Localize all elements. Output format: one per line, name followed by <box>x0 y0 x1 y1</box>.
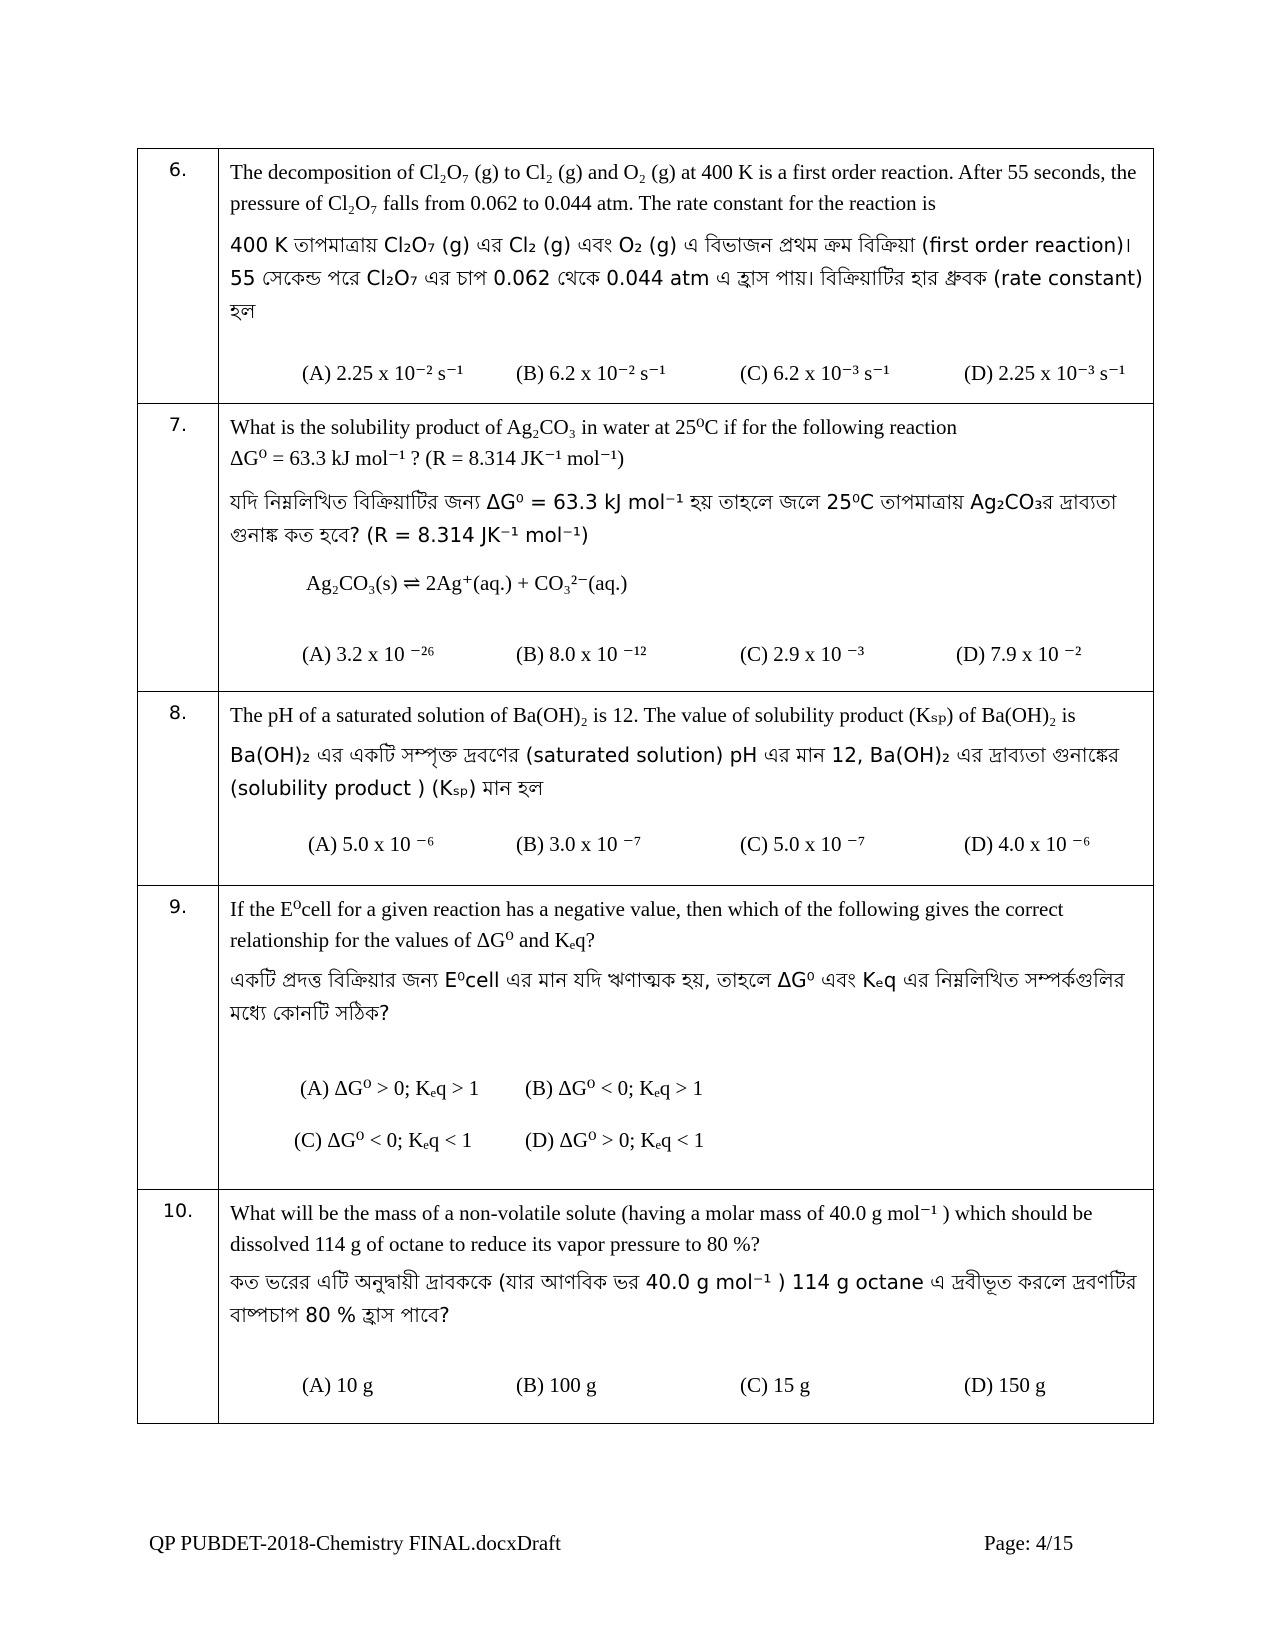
question-number: 10. <box>138 1190 219 1424</box>
question-text-bengali: Ba(OH)₂ এর একটি সম্পৃক্ত দ্রবণের (saturated solution) pH এর মান 12, Ba(OH)₂ এর দ্রাব্যতা গুনাঙ্কের (solubility product ) (Kₛₚ) মান হল <box>230 743 1120 800</box>
question-number: 9. <box>138 886 219 1190</box>
option-b: (B) 8.0 x 10 ⁻¹² <box>516 642 647 666</box>
option-b: (B) ΔG⁰ < 0; Kₑq > 1 <box>525 1076 704 1100</box>
question-body <box>219 886 1154 1190</box>
question-row <box>138 1190 1154 1424</box>
option-b: (B) 6.2 x 10⁻² s⁻¹ <box>516 361 666 385</box>
question-body <box>219 149 1154 404</box>
question-number: 8. <box>138 692 219 886</box>
questions-table <box>137 148 1154 1424</box>
question-text-english: If the E⁰cell for a given reaction has a negative value, then which of the following gives the correct relationship for the values of ΔG⁰ and Kₑq? <box>230 897 1064 952</box>
option-b: (B) 100 g <box>516 1373 597 1397</box>
option-a: (A) ΔG⁰ > 0; Kₑq > 1 <box>300 1076 480 1100</box>
options-row <box>230 829 1143 860</box>
question-row <box>138 404 1154 692</box>
option-d: (D) ΔG⁰ > 0; Kₑq < 1 <box>525 1128 705 1152</box>
question-text-bengali: 400 K তাপমাত্রায় Cl₂O₇ (g) এর Cl₂ (g) এবং O₂ (g) এ বিভাজন প্রথম ক্রম বিক্রিয়া (first order reaction)। 55 সেকেন্ড পরে Cl₂O₇ এর চাপ 0.062 থেকে 0.044 atm এ হ্রাস পায়। বিক্রিয়াটির হার ধ্রুবক (rate constant) হল <box>230 233 1143 323</box>
question-row <box>138 149 1154 404</box>
option-d: (D) 150 g <box>964 1373 1046 1397</box>
options-row <box>230 1124 1143 1156</box>
options-row <box>230 358 1143 389</box>
question-body <box>219 404 1154 692</box>
option-a: (A) 2.25 x 10⁻² s⁻¹ <box>302 361 464 385</box>
question-number: 7. <box>138 404 219 692</box>
option-a: (A) 10 g <box>302 1373 374 1397</box>
option-c: (C) 6.2 x 10⁻³ s⁻¹ <box>740 361 890 385</box>
question-text-english: What will be the mass of a non-volatile solute (having a molar mass of 40.0 g mol⁻¹ ) which should be dissolved 114 g of octane to reduce its vapor pressure to 80 %? <box>230 1201 1093 1256</box>
option-d: (D) 4.0 x 10 ⁻⁶ <box>964 832 1091 856</box>
option-a: (A) 3.2 x 10 ⁻²⁶ <box>302 642 435 666</box>
option-c: (C) ΔG⁰ < 0; Kₑq < 1 <box>294 1128 473 1152</box>
question-text-english: The decomposition of Cl₂O₇ (g) to Cl₂ (g) and O₂ (g) at 400 K is a first order reaction. After 55 seconds, the pressure of Cl₂O₇ falls from 0.062 to 0.044 atm. The rate constant for the reaction is <box>230 160 1137 215</box>
footer-document-name: QP PUBDET-2018-Chemistry FINAL.docxDraft <box>149 1531 562 1555</box>
option-c: (C) 2.9 x 10 ⁻³ <box>740 642 865 666</box>
question-text-bengali: একটি প্রদত্ত বিক্রিয়ার জন্য E⁰cell এর মান যদি ঋণাত্মক হয়, তাহলে ΔG⁰ এবং Kₑq এর নিম্নলিখিত সম্পর্কগুলির মধ্যে কোনটি সঠিক? <box>230 968 1125 1025</box>
footer-page-number: Page: 4/15 <box>984 1531 1074 1555</box>
options-row <box>230 639 1143 670</box>
option-d: (D) 2.25 x 10⁻³ s⁻¹ <box>964 361 1126 385</box>
question-number: 6. <box>138 149 219 404</box>
question-body <box>219 1190 1154 1424</box>
option-b: (B) 3.0 x 10 ⁻⁷ <box>516 832 642 856</box>
question-row <box>138 886 1154 1190</box>
option-c: (C) 5.0 x 10 ⁻⁷ <box>740 832 866 856</box>
question-row <box>138 692 1154 886</box>
question-text-english-2: ΔG⁰ = 63.3 kJ mol⁻¹ ? (R = 8.314 JK⁻¹ mol⁻¹) <box>230 446 625 470</box>
options-row <box>230 1370 1143 1401</box>
question-text-english: What is the solubility product of Ag₂CO₃ in water at 25⁰C if for the following reaction <box>230 415 958 439</box>
option-a: (A) 5.0 x 10 ⁻⁶ <box>308 832 435 856</box>
option-d: (D) 7.9 x 10 ⁻² <box>956 642 1082 666</box>
question-text-english: The pH of a saturated solution of Ba(OH)₂ is 12. The value of solubility product (Kₛₚ) of Ba(OH)₂ is <box>230 703 1076 727</box>
question-text-bengali: যদি নিম্নলিখিত বিক্রিয়াটির জন্য ΔG⁰ = 63.3 kJ mol⁻¹ হয় তাহলে জলে 25⁰C তাপমাত্রায় Ag₂CO₃র দ্রাব্যতা গুনাঙ্ক কত হবে? (R = 8.314 JK⁻¹ mol⁻¹) <box>230 490 1117 547</box>
options-row <box>230 1072 1143 1104</box>
question-body <box>219 692 1154 886</box>
question-text-bengali: কত ভরের এটি অনুদ্বায়ী দ্রাবককে (যার আণবিক ভর 40.0 g mol⁻¹ ) 114 g octane এ দ্রবীভূত করলে দ্রবণটির বাষ্পচাপ 80 % হ্রাস পাবে? <box>230 1270 1137 1327</box>
options-grid <box>230 1072 1143 1156</box>
option-c: (C) 15 g <box>740 1373 810 1397</box>
reaction-equation: Ag₂CO₃(s) ⇌ 2Ag⁺(aq.) + CO₃²⁻(aq.) <box>306 571 628 595</box>
